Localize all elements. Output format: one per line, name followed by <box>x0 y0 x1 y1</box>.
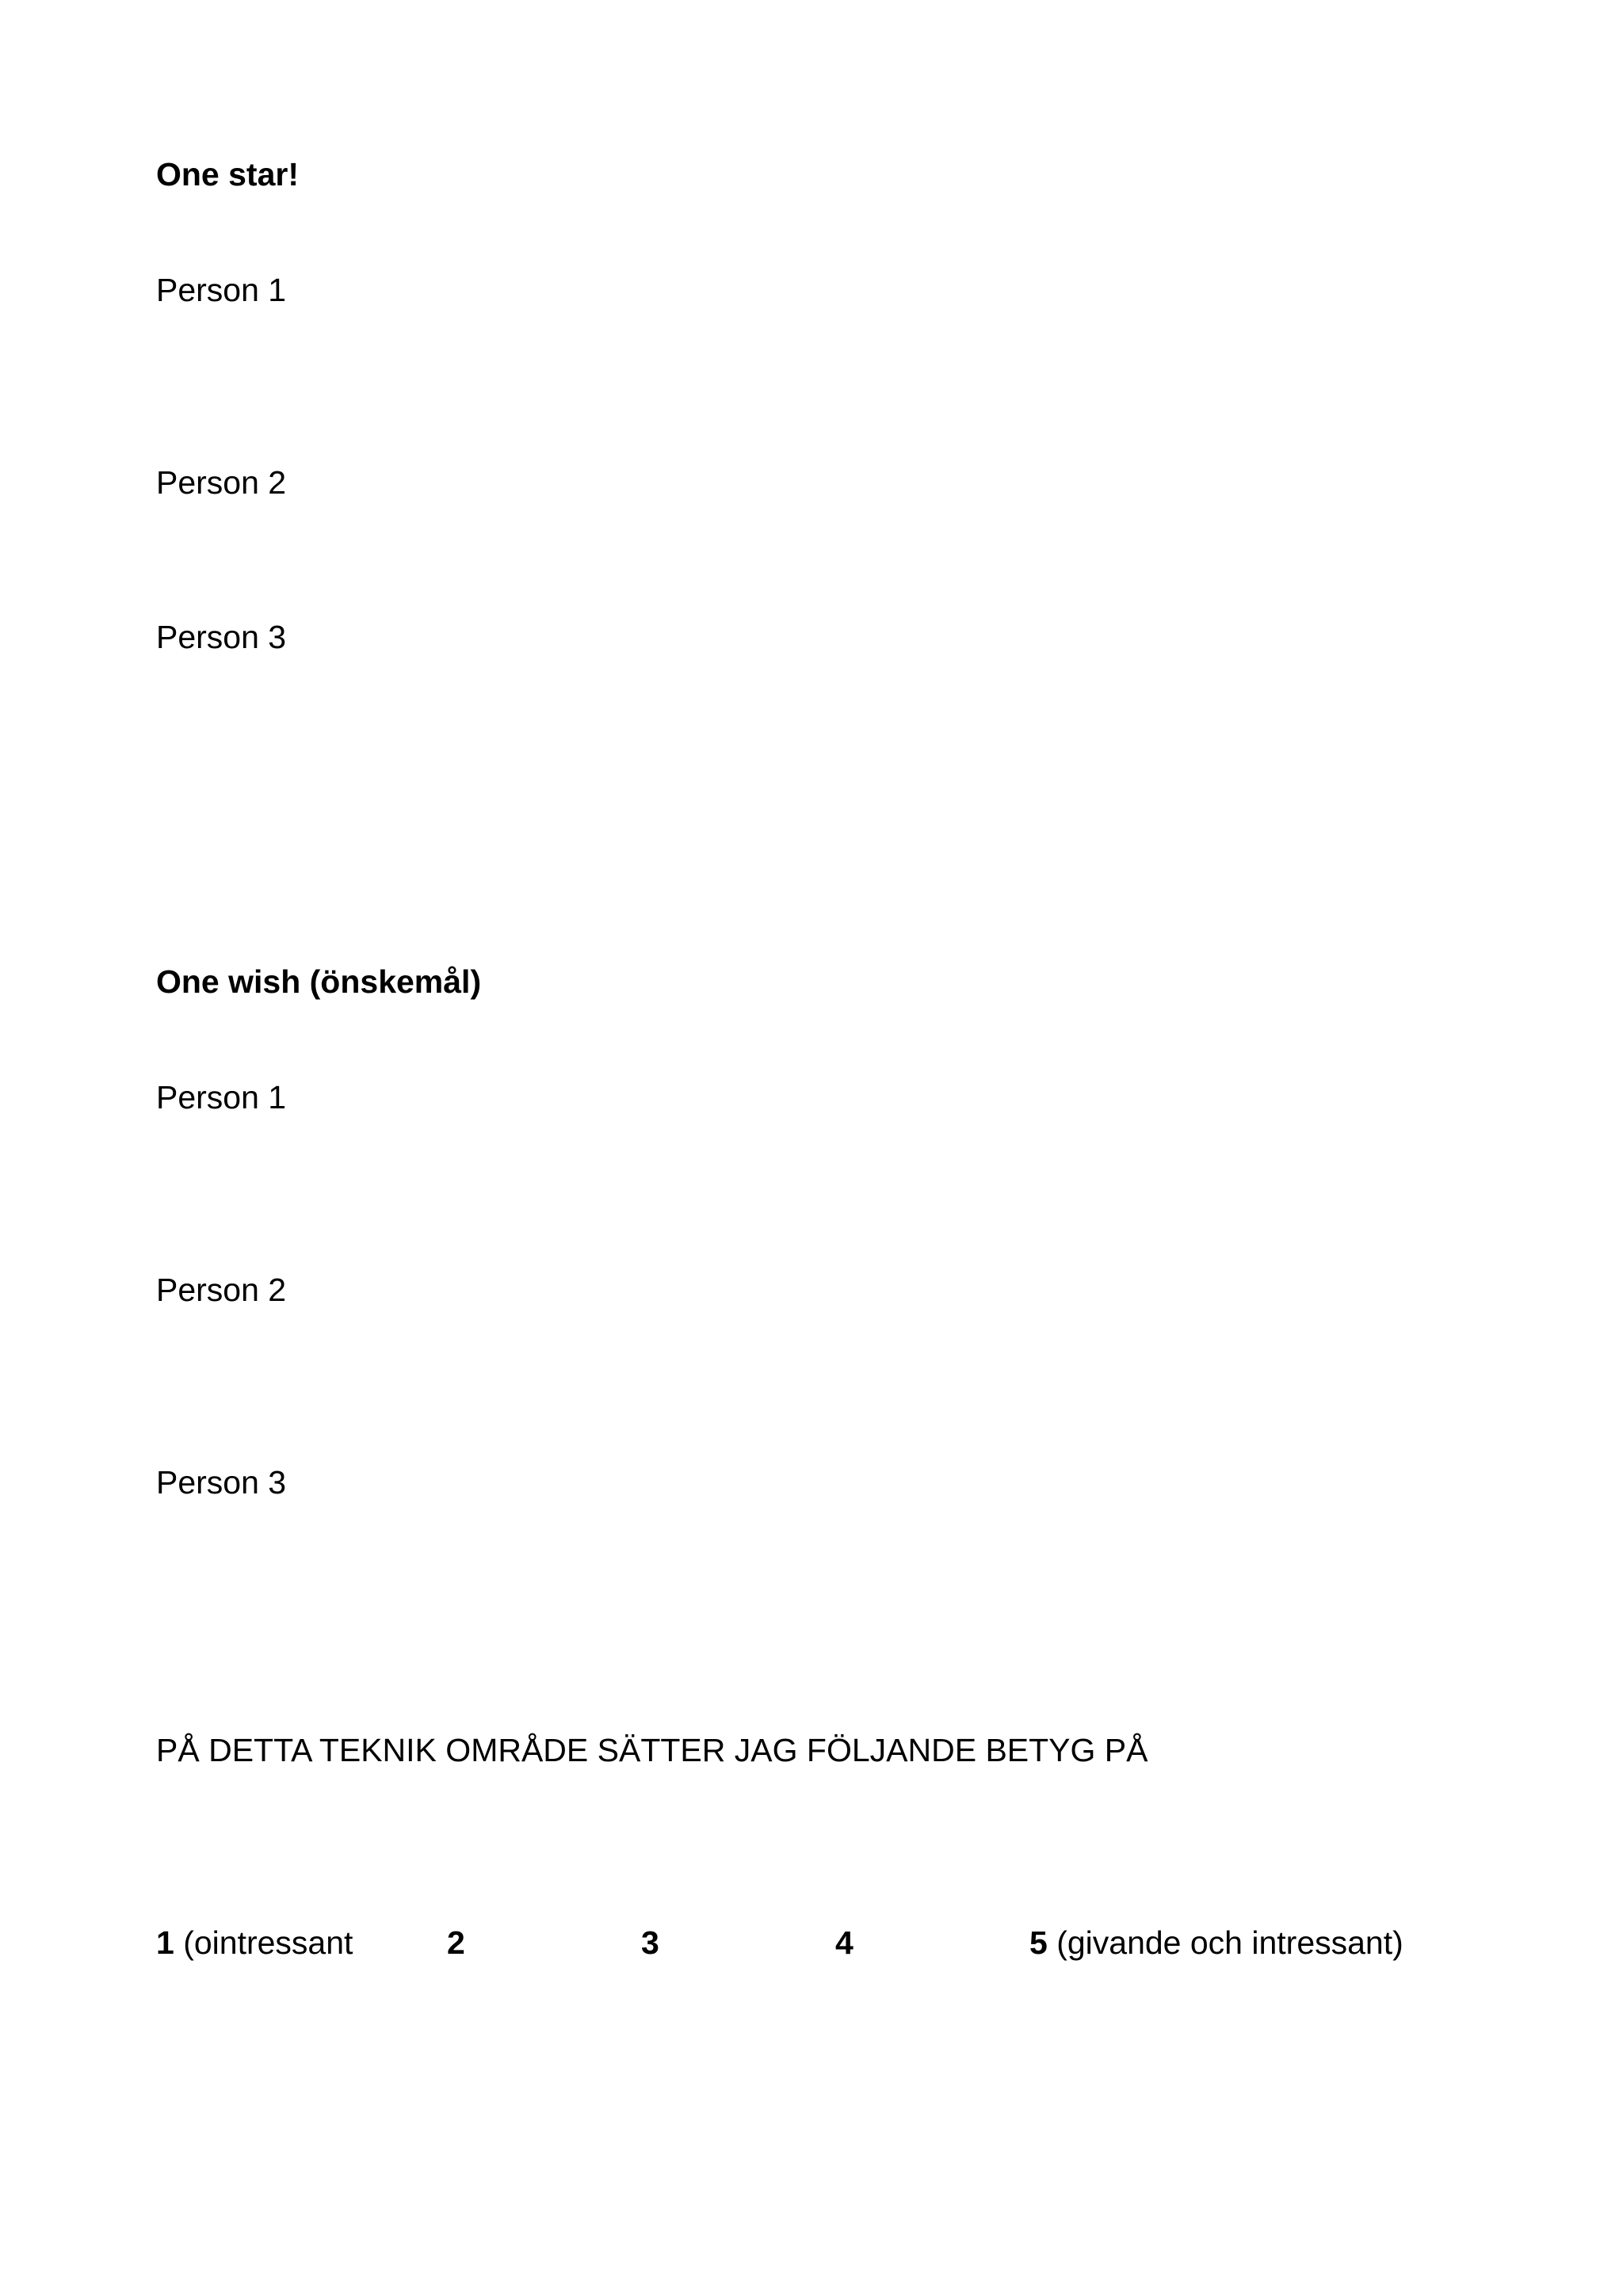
wish-heading: One wish (önskemål) <box>156 963 482 1000</box>
wish-person-2: Person 2 <box>156 1272 287 1308</box>
rating-number: 2 <box>447 1924 465 1961</box>
rating-number: 5 <box>1029 1924 1048 1961</box>
rating-label: (ointressant <box>174 1924 353 1961</box>
rating-label: (givande och intressant) <box>1047 1924 1403 1961</box>
rating-option-3 <box>641 1923 659 1962</box>
wish-person-1: Person 1 <box>156 1079 287 1116</box>
star-heading: One star! <box>156 156 299 193</box>
wish-person-3: Person 3 <box>156 1464 287 1501</box>
rating-number: 3 <box>641 1924 659 1961</box>
star-person-1: Person 1 <box>156 272 287 308</box>
star-person-2: Person 2 <box>156 464 287 501</box>
star-person-3: Person 3 <box>156 619 287 655</box>
rating-option-1 <box>156 1923 353 1962</box>
rating-number: 4 <box>835 1924 854 1961</box>
rating-option-5 <box>1029 1923 1403 1962</box>
rating-statement: PÅ DETTA TEKNIK OMRÅDE SÄTTER JAG FÖLJANDE BETYG PÅ <box>156 1732 1148 1768</box>
rating-option-4 <box>835 1923 854 1962</box>
rating-option-2 <box>447 1923 465 1962</box>
rating-number: 1 <box>156 1924 174 1961</box>
